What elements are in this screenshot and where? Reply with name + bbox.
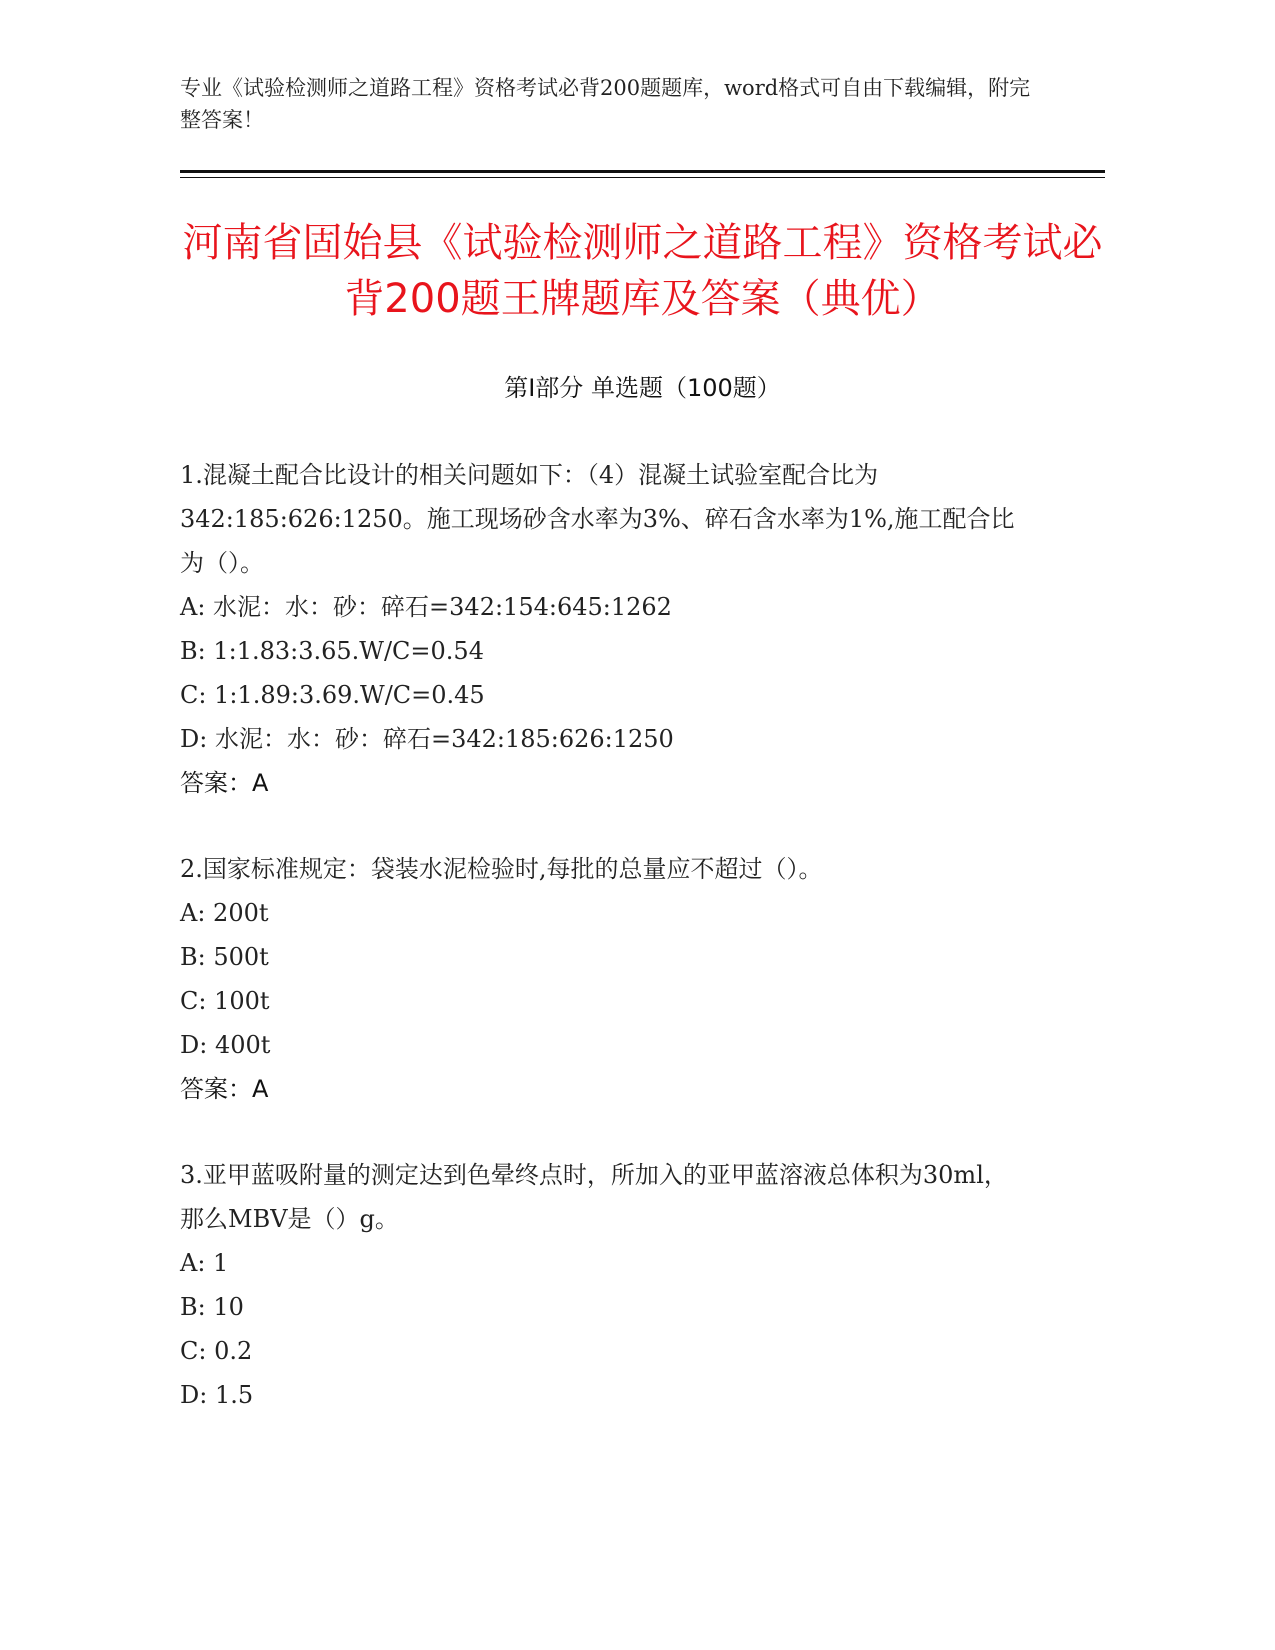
header-divider-thick: [180, 170, 1105, 173]
header-note: 专业《试验检测师之道路工程》资格考试必背200题题库，word格式可自由下载编辑，附完整答案！: [180, 76, 1031, 132]
option-c: C: 100t: [180, 987, 270, 1015]
option-b: B: 10: [180, 1293, 244, 1321]
option-d: D: 水泥：水：砂：碎石=342:185:626:1250: [180, 725, 674, 753]
question-item: [180, 1153, 1020, 1417]
question-stem: 2.国家标准规定：袋装水泥检验时,每批的总量应不超过（）。: [180, 855, 823, 883]
option-d: D: 1.5: [180, 1381, 254, 1409]
option-b: B: 1:1.83:3.65.W/C=0.54: [180, 637, 484, 665]
question-stem: 1.混凝土配合比设计的相关问题如下：（4）混凝土试验室配合比为342:185:626:1250。施工现场砂含水率为3%、碎石含水率为1%,施工配合比为（）。: [180, 461, 1015, 577]
question-item: [180, 847, 1020, 1111]
option-d: D: 400t: [180, 1031, 271, 1059]
option-a: A: 200t: [180, 899, 269, 927]
question-item: [180, 453, 1020, 805]
option-c: C: 0.2: [180, 1337, 253, 1365]
option-a: A: 水泥：水：砂：碎石=342:154:645:1262: [180, 593, 672, 621]
question-stem: 3.亚甲蓝吸附量的测定达到色晕终点时，所加入的亚甲蓝溶液总体积为30ml，那么MBV是（）g。: [180, 1161, 1008, 1233]
option-c: C: 1:1.89:3.69.W/C=0.45: [180, 681, 485, 709]
question-answer: 答案：A: [180, 769, 269, 797]
option-a: A: 1: [180, 1249, 229, 1277]
question-list: [180, 453, 1020, 1417]
option-b: B: 500t: [180, 943, 269, 971]
question-answer: 答案：A: [180, 1075, 269, 1103]
header-divider-thin: [180, 177, 1105, 178]
document-title: 河南省固始县《试验检测师之道路工程》资格考试必背200题王牌题库及答案（典优）: [182, 220, 1103, 322]
section-heading: 第I部分 单选题（100题）: [504, 374, 781, 402]
